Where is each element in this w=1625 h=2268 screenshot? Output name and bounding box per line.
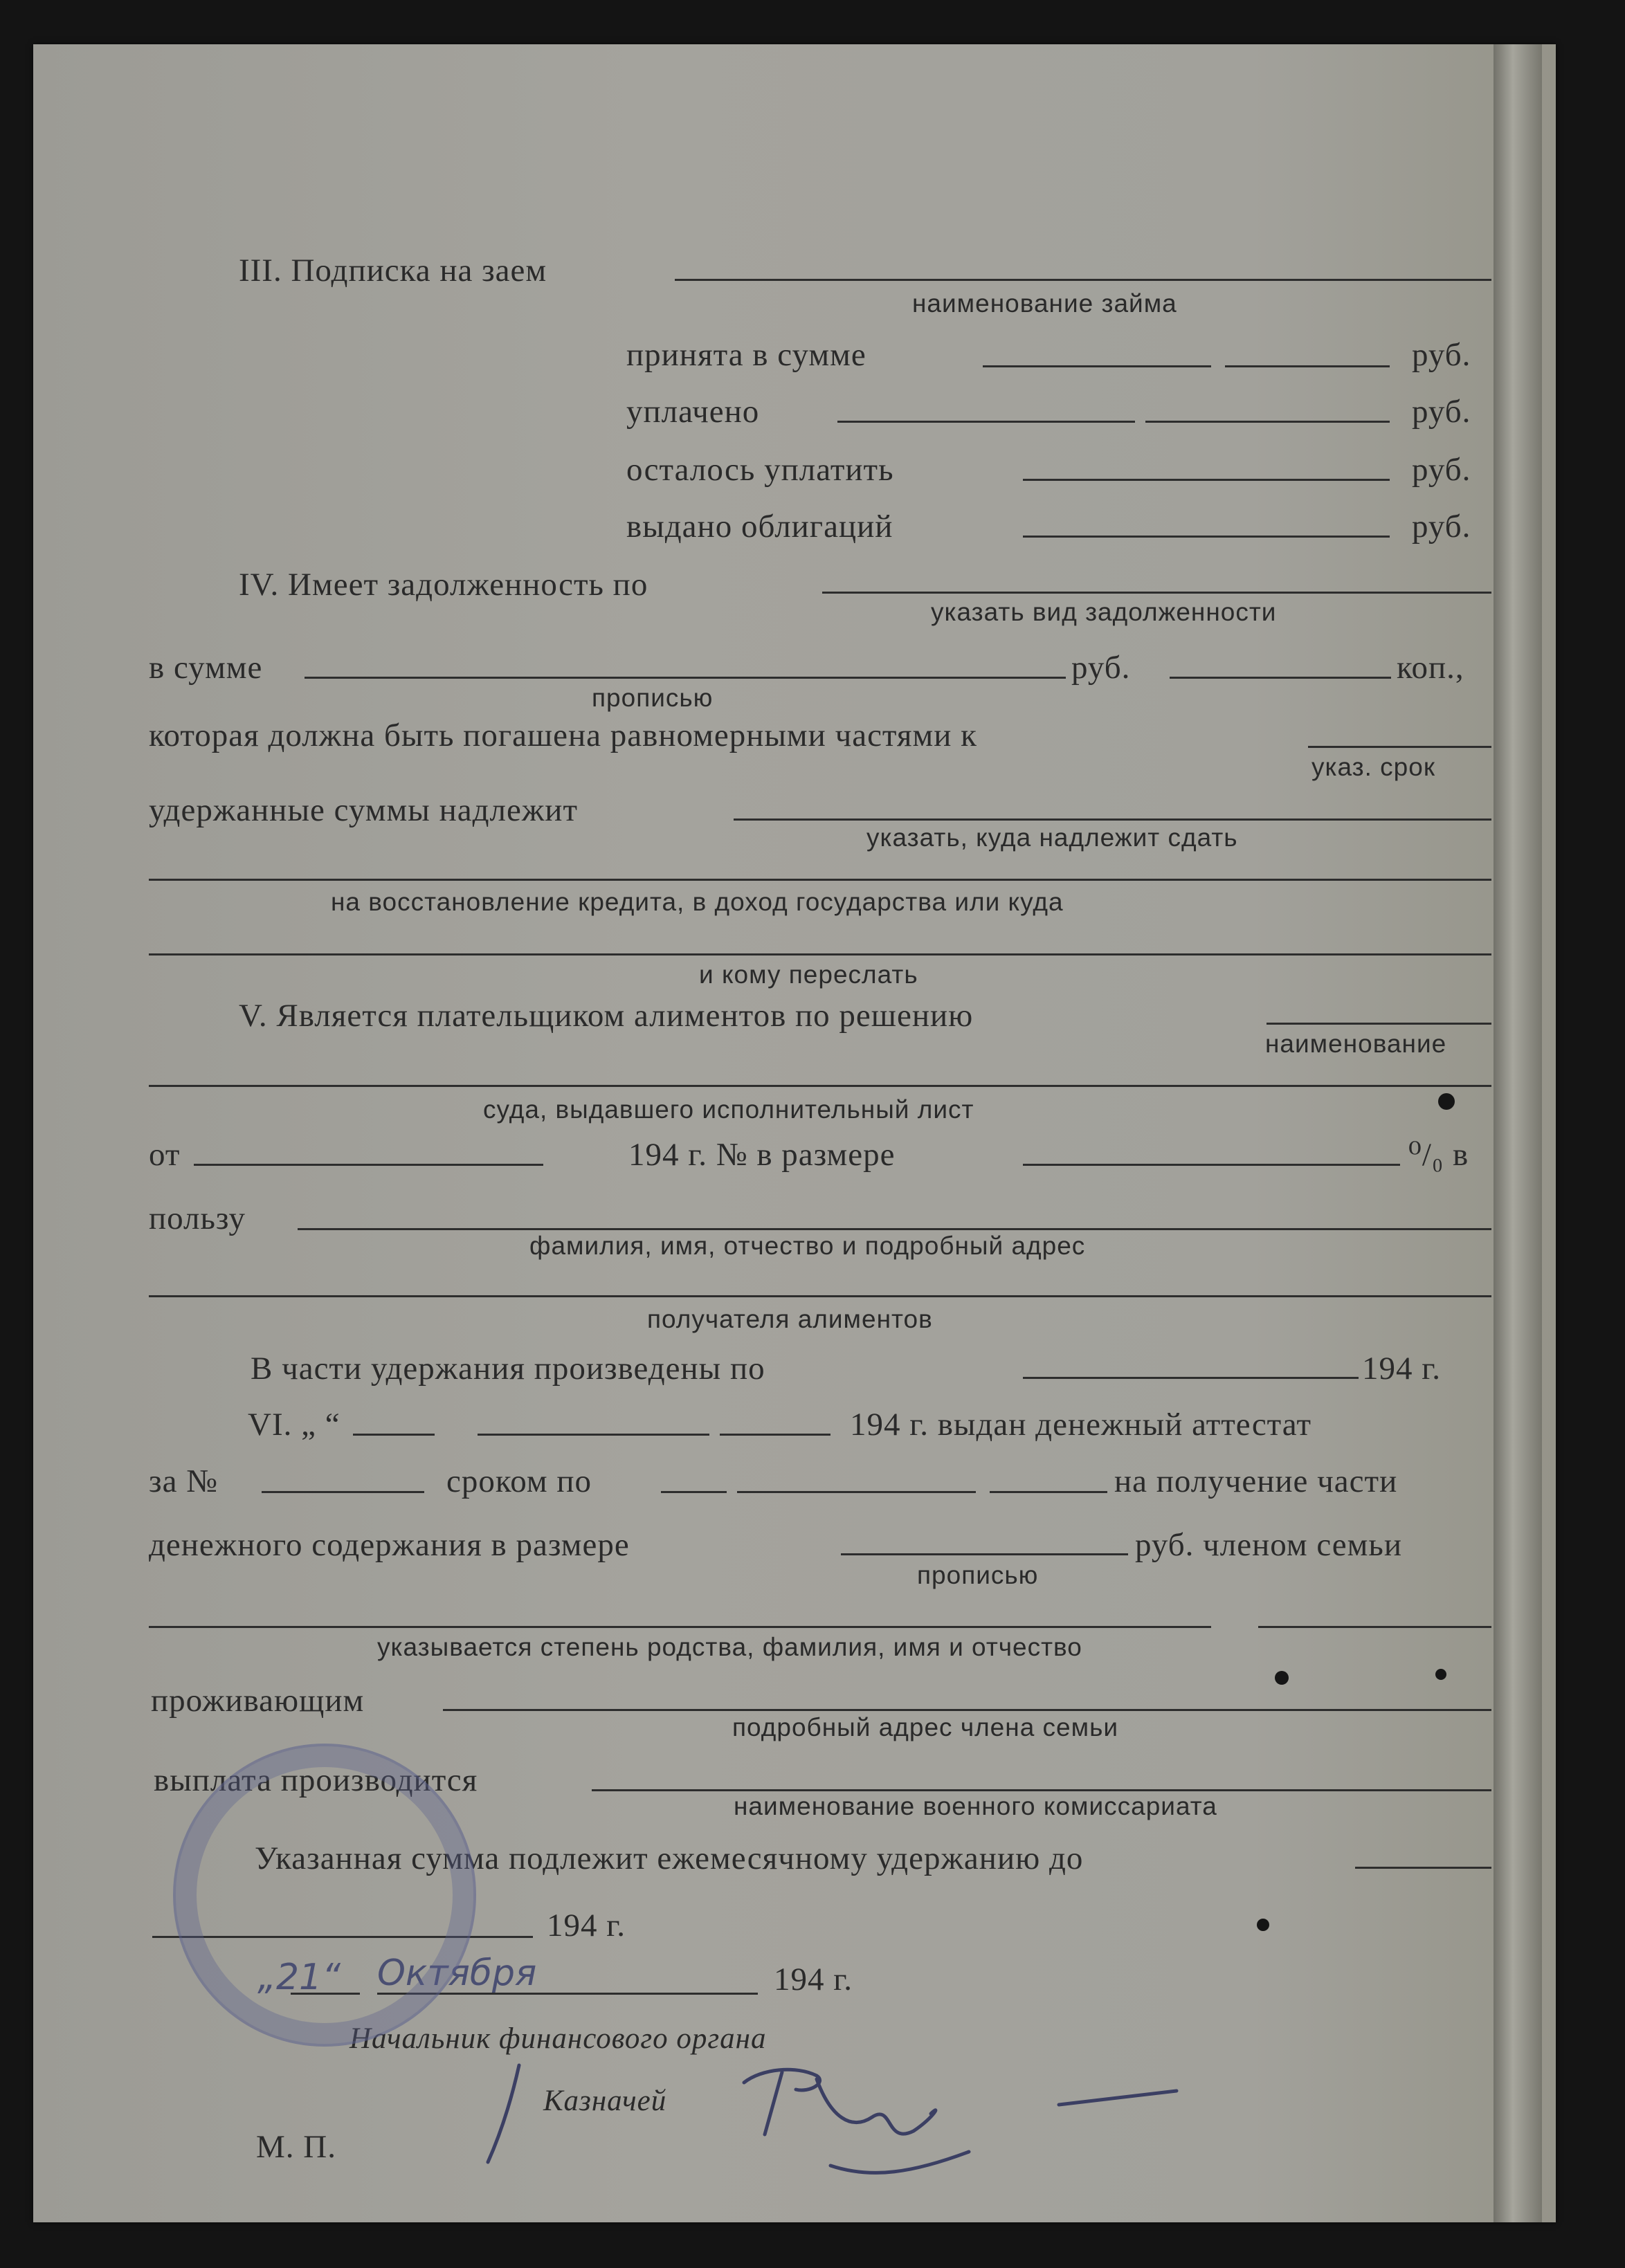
amount-kop: коп., bbox=[1397, 650, 1464, 686]
handwritten-date-month: Октября bbox=[377, 1953, 537, 1994]
certificate-number-label: за № bbox=[149, 1463, 219, 1499]
commissariat-caption: наименование военного комиссариата bbox=[734, 1792, 1217, 1820]
payment-label: выплата производится bbox=[154, 1762, 478, 1798]
living-address-caption: подробный адрес члена семьи bbox=[732, 1713, 1119, 1741]
withheld-until-year: 194 г. bbox=[1362, 1351, 1441, 1387]
percent-sign: ⁰/₀ в bbox=[1408, 1137, 1469, 1173]
loan-name-caption: наименование займа bbox=[912, 289, 1177, 318]
accepted-rub: руб. bbox=[1412, 337, 1471, 373]
remaining-label: осталось уплатить bbox=[626, 452, 894, 488]
section-5-heading: V. Является плательщиком алиментов по решению bbox=[239, 998, 974, 1034]
amount-words-caption: прописью bbox=[592, 684, 714, 712]
section-4-heading: IV. Имеет задолженность по bbox=[239, 567, 648, 603]
paid-label: уплачено bbox=[626, 394, 760, 430]
treasurer-label: Казначей bbox=[543, 2085, 667, 2117]
paper-holes bbox=[1257, 1093, 1455, 1931]
salary-rub-text: руб. членом семьи bbox=[1135, 1527, 1403, 1563]
decision-year-text: 194 г. № в размере bbox=[628, 1137, 896, 1173]
handwritten-date-day: „21“ bbox=[257, 1957, 341, 1998]
bonds-label: выдано облигаций bbox=[626, 509, 893, 545]
recipient-caption: получателя алиментов bbox=[647, 1305, 933, 1333]
remaining-rub: руб. bbox=[1412, 452, 1471, 488]
paid-rub: руб. bbox=[1412, 394, 1471, 430]
seal-place: М. П. bbox=[256, 2129, 336, 2165]
withheld-until-text: В части удержания произведены по bbox=[251, 1351, 765, 1387]
repay-text: которая должна быть погашена равномерными частями к bbox=[149, 717, 977, 753]
repay-term-caption: указ. срок bbox=[1311, 753, 1436, 781]
date-year: 194 г. bbox=[774, 1961, 853, 1997]
amount-label: в сумме bbox=[149, 650, 263, 686]
salary-words-caption: прописью bbox=[917, 1561, 1039, 1589]
court-name-caption: наименование bbox=[1265, 1030, 1447, 1058]
bonds-rub: руб. bbox=[1412, 509, 1471, 545]
debt-type-caption: указать вид задолженности bbox=[931, 598, 1277, 626]
living-label: проживающим bbox=[151, 1683, 365, 1719]
amount-rub: руб. bbox=[1071, 650, 1131, 686]
salary-text: денежного содержания в размере bbox=[149, 1527, 630, 1563]
treasurer-signature bbox=[488, 2065, 1177, 2173]
withheld-where-caption: указать, куда надлежит сдать bbox=[866, 823, 1238, 852]
whom-caption: и кому переслать bbox=[699, 960, 918, 989]
term-label: сроком по bbox=[446, 1463, 592, 1499]
withheld-text: удержанные суммы надлежит bbox=[149, 792, 578, 828]
relation-caption: указывается степень родства, фамилия, имя и отчество bbox=[377, 1633, 1082, 1661]
section-6-heading: VI. „ “ bbox=[248, 1407, 341, 1443]
fio-caption: фамилия, имя, отчество и подробный адрес bbox=[529, 1232, 1086, 1260]
favor-label: пользу bbox=[149, 1200, 246, 1236]
chief-label: Начальник финансового органа bbox=[349, 2022, 767, 2055]
section-3-heading: III. Подписка на заем bbox=[239, 253, 547, 289]
receive-part-text: на получение части bbox=[1114, 1463, 1398, 1499]
monthly-year: 194 г. bbox=[547, 1908, 626, 1944]
court-caption: суда, выдавшего исполнительный лист bbox=[483, 1095, 974, 1124]
from-label: от bbox=[149, 1137, 181, 1173]
certificate-issued-text: 194 г. выдан денежный аттестат bbox=[850, 1407, 1311, 1443]
monthly-withholding-text: Указанная сумма подлежит ежемесячному удержанию до bbox=[255, 1840, 1084, 1876]
credit-caption: на восстановление кредита, в доход государства или куда bbox=[331, 888, 1064, 916]
accepted-label: принята в сумме bbox=[626, 337, 866, 373]
